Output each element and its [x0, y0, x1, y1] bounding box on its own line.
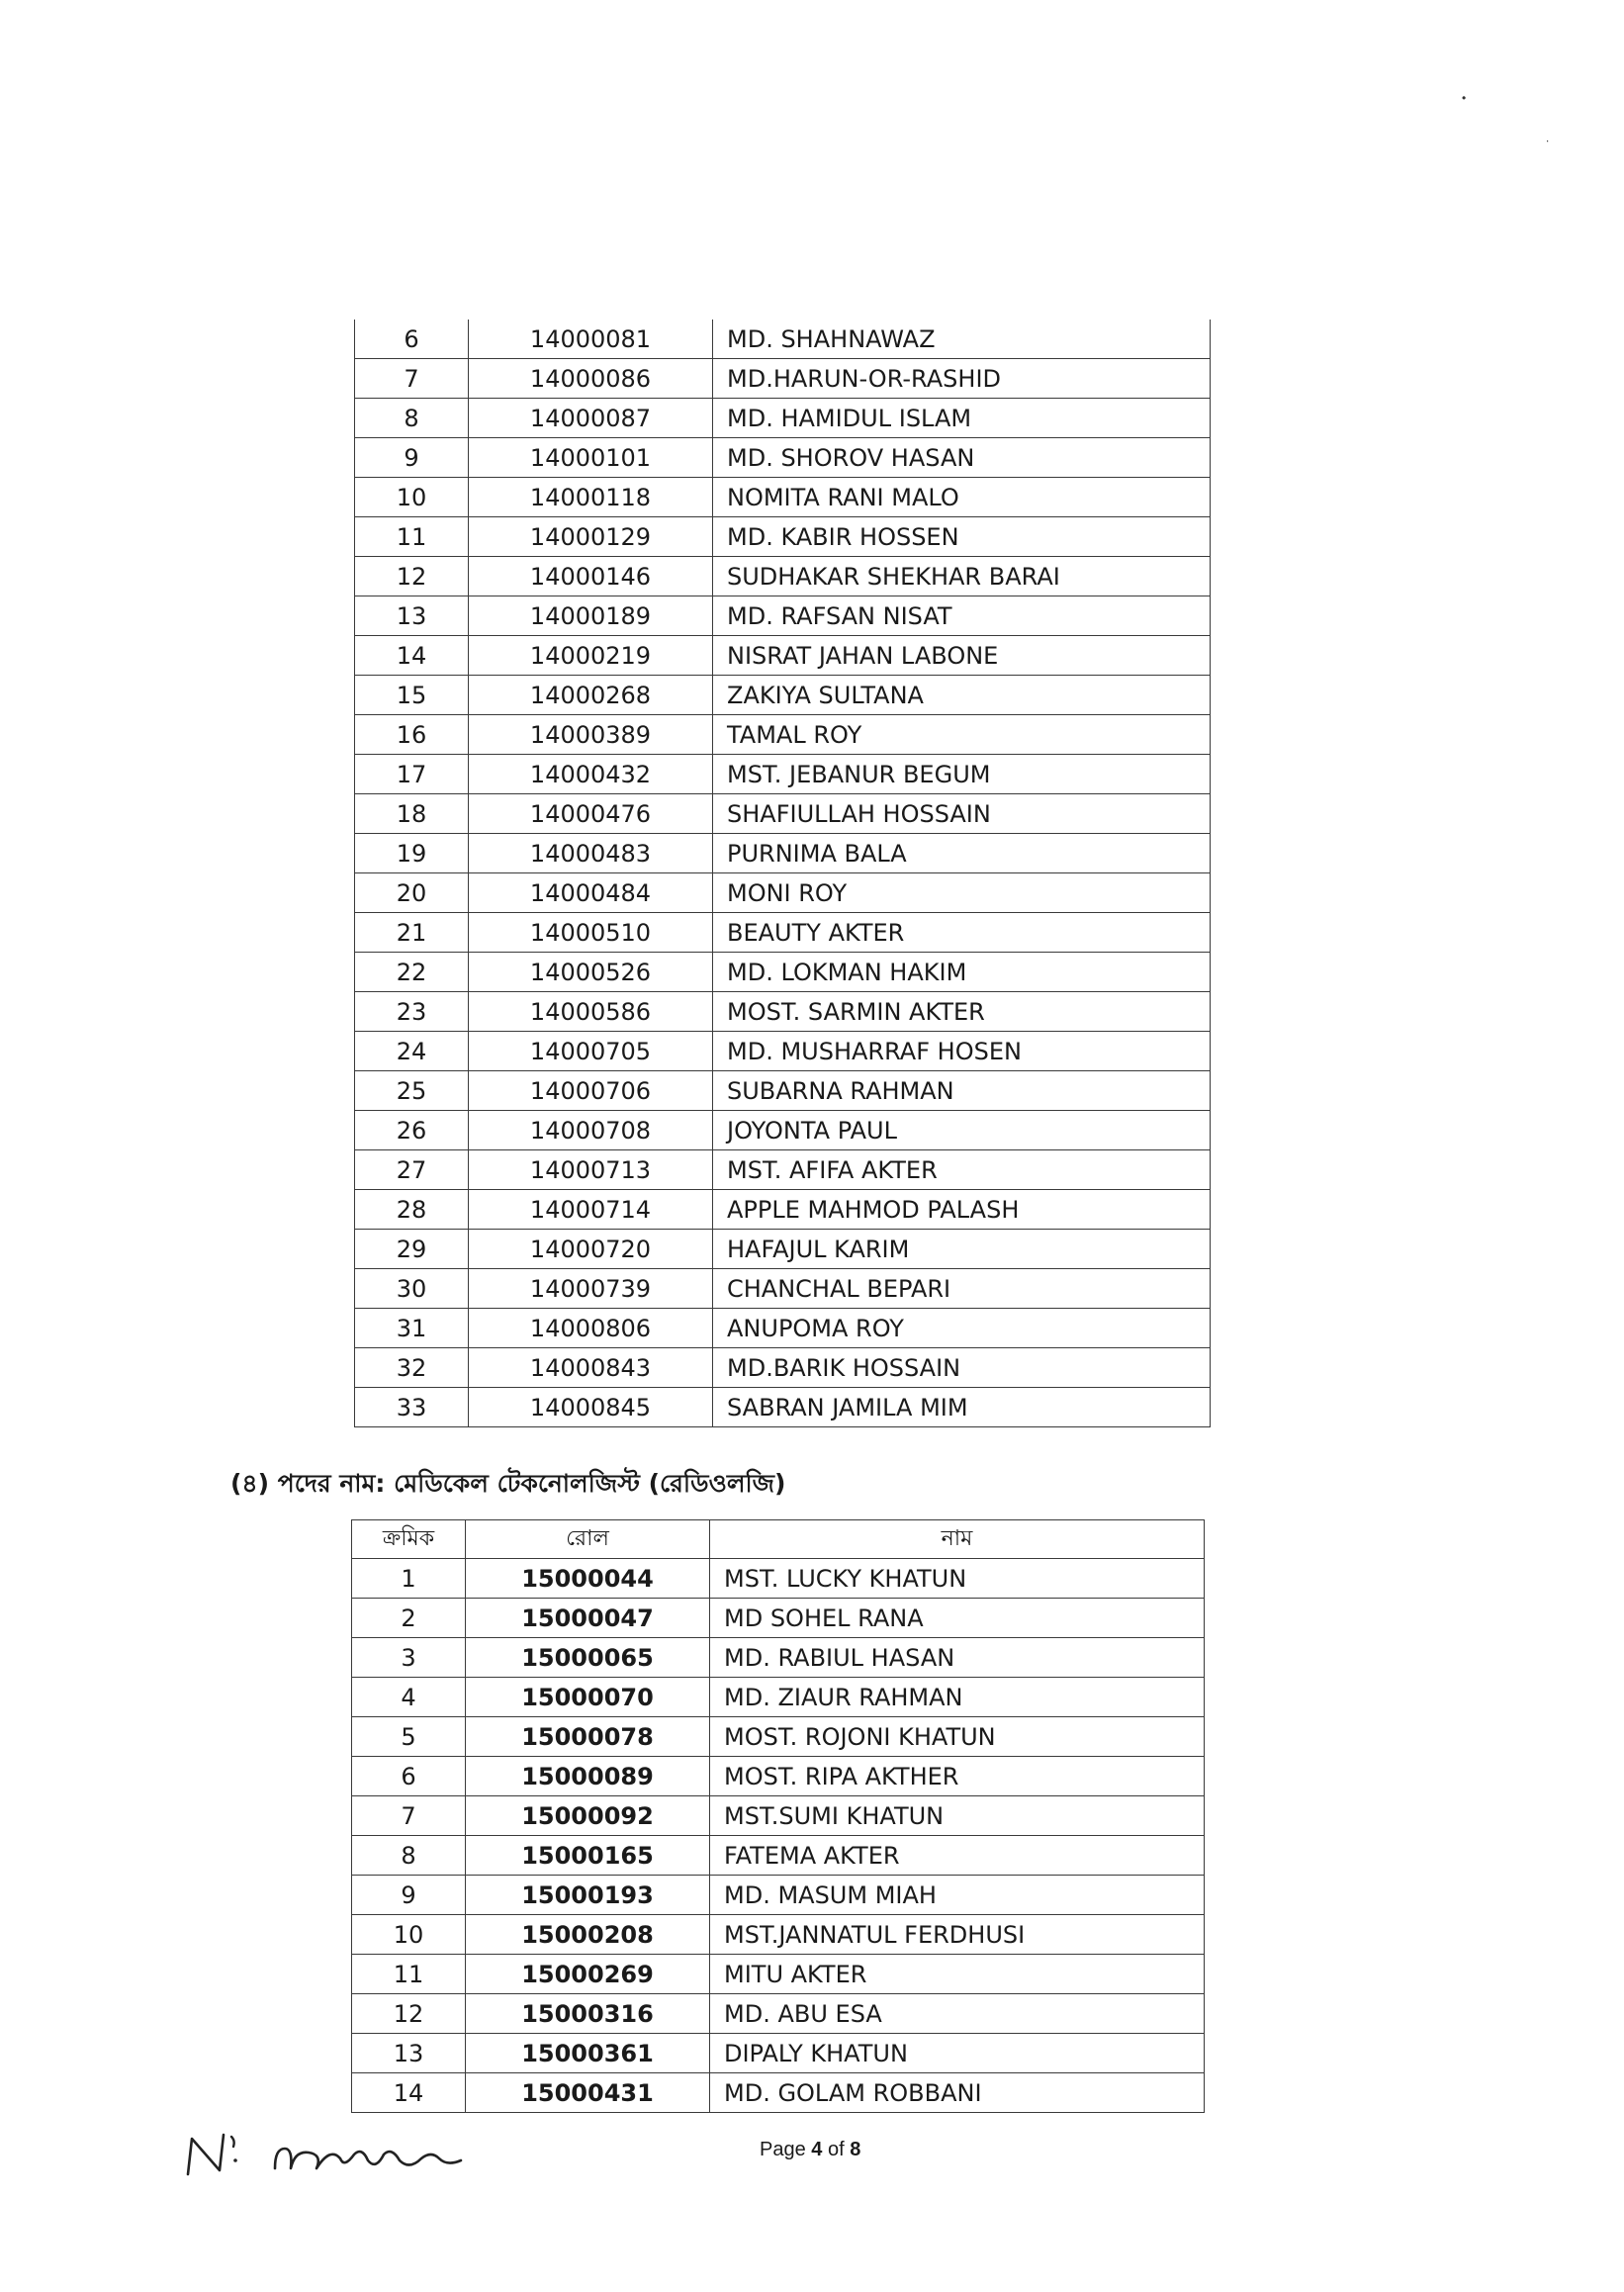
- name-cell: MOST. SARMIN AKTER: [713, 992, 1211, 1032]
- candidate-table-radiology: [351, 1519, 1205, 2113]
- table-row: [355, 1190, 1211, 1230]
- name-cell: MITU AKTER: [710, 1955, 1205, 1994]
- table-row: [355, 1309, 1211, 1348]
- table-row: [355, 1230, 1211, 1269]
- roll-cell: 15000044: [466, 1559, 710, 1599]
- serial-cell: 7: [355, 359, 469, 399]
- serial-cell: 18: [355, 794, 469, 834]
- name-cell: SABRAN JAMILA MIM: [713, 1388, 1211, 1427]
- roll-cell: 14000476: [469, 794, 713, 834]
- name-cell: SHAFIULLAH HOSSAIN: [713, 794, 1211, 834]
- serial-cell: 1: [352, 1559, 466, 1599]
- table-row: [352, 1876, 1205, 1915]
- name-cell: MST. LUCKY KHATUN: [710, 1559, 1205, 1599]
- roll-cell: 15000089: [466, 1757, 710, 1796]
- roll-cell: 14000708: [469, 1111, 713, 1150]
- name-cell: MD. MUSHARRAF HOSEN: [713, 1032, 1211, 1071]
- table-row: [355, 676, 1211, 715]
- serial-cell: 22: [355, 953, 469, 992]
- name-cell: TAMAL ROY: [713, 715, 1211, 755]
- serial-cell: 30: [355, 1269, 469, 1309]
- name-cell: MD.HARUN-OR-RASHID: [713, 359, 1211, 399]
- column-header-name: নাম: [710, 1520, 1205, 1559]
- table-row: [355, 992, 1211, 1032]
- candidate-table-continued: [354, 320, 1211, 1427]
- serial-cell: 32: [355, 1348, 469, 1388]
- name-cell: MST.JANNATUL FERDHUSI: [710, 1915, 1205, 1955]
- table-row: [355, 478, 1211, 517]
- roll-cell: 15000070: [466, 1678, 710, 1717]
- table-row: [355, 953, 1211, 992]
- table-row: [352, 1994, 1205, 2034]
- name-cell: MD. LOKMAN HAKIM: [713, 953, 1211, 992]
- roll-cell: 14000845: [469, 1388, 713, 1427]
- table-row: [352, 1955, 1205, 1994]
- serial-cell: 15: [355, 676, 469, 715]
- header-row: [352, 1520, 1205, 1559]
- name-cell: BEAUTY AKTER: [713, 913, 1211, 953]
- serial-cell: 9: [352, 1876, 466, 1915]
- table-row: [355, 1032, 1211, 1071]
- serial-cell: 24: [355, 1032, 469, 1071]
- table-row: [352, 1599, 1205, 1638]
- roll-cell: 14000219: [469, 636, 713, 676]
- table-row: [352, 1717, 1205, 1757]
- name-cell: MD. ZIAUR RAHMAN: [710, 1678, 1205, 1717]
- roll-cell: 14000268: [469, 676, 713, 715]
- serial-cell: 7: [352, 1796, 466, 1836]
- table-row: [352, 2073, 1205, 2113]
- name-cell: MST. JEBANUR BEGUM: [713, 755, 1211, 794]
- roll-cell: 14000189: [469, 596, 713, 636]
- table-row: [352, 1796, 1205, 1836]
- roll-cell: 14000586: [469, 992, 713, 1032]
- roll-cell: 15000208: [466, 1915, 710, 1955]
- name-cell: MOST. ROJONI KHATUN: [710, 1717, 1205, 1757]
- scan-speck: ∙: [1546, 134, 1550, 147]
- roll-cell: 14000526: [469, 953, 713, 992]
- serial-cell: 11: [355, 517, 469, 557]
- serial-cell: 11: [352, 1955, 466, 1994]
- table-row: [355, 834, 1211, 873]
- serial-cell: 12: [352, 1994, 466, 2034]
- roll-cell: 15000092: [466, 1796, 710, 1836]
- table-row: [355, 596, 1211, 636]
- name-cell: APPLE MAHMOD PALASH: [713, 1190, 1211, 1230]
- serial-cell: 12: [355, 557, 469, 596]
- section-heading: (৪) পদের নাম: মেডিকেল টেকনোলজিস্ট (রেডিওলজি): [230, 1469, 786, 1498]
- serial-cell: 16: [355, 715, 469, 755]
- serial-cell: 8: [355, 399, 469, 438]
- table-body: [352, 1559, 1205, 2113]
- roll-cell: 15000165: [466, 1836, 710, 1876]
- table-row: [355, 320, 1211, 359]
- roll-cell: 15000078: [466, 1717, 710, 1757]
- roll-cell: 15000193: [466, 1876, 710, 1915]
- table-row: [355, 1071, 1211, 1111]
- roll-cell: 15000047: [466, 1599, 710, 1638]
- roll-cell: 14000129: [469, 517, 713, 557]
- table-row: [355, 359, 1211, 399]
- roll-cell: 15000431: [466, 2073, 710, 2113]
- serial-cell: 27: [355, 1150, 469, 1190]
- scan-speck: •: [1462, 91, 1467, 105]
- serial-cell: 9: [355, 438, 469, 478]
- roll-cell: 14000510: [469, 913, 713, 953]
- name-cell: MD.BARIK HOSSAIN: [713, 1348, 1211, 1388]
- serial-cell: 19: [355, 834, 469, 873]
- serial-cell: 21: [355, 913, 469, 953]
- table-row: [355, 1269, 1211, 1309]
- name-cell: NISRAT JAHAN LABONE: [713, 636, 1211, 676]
- table-row: [352, 2034, 1205, 2073]
- name-cell: MD. SHAHNAWAZ: [713, 320, 1211, 359]
- column-header-serial: ক্রমিক: [352, 1520, 466, 1559]
- serial-cell: 10: [352, 1915, 466, 1955]
- roll-cell: 14000101: [469, 438, 713, 478]
- roll-cell: 14000843: [469, 1348, 713, 1388]
- name-cell: PURNIMA BALA: [713, 834, 1211, 873]
- serial-cell: 29: [355, 1230, 469, 1269]
- name-cell: NOMITA RANI MALO: [713, 478, 1211, 517]
- name-cell: MONI ROY: [713, 873, 1211, 913]
- name-cell: MD. GOLAM ROBBANI: [710, 2073, 1205, 2113]
- table-row: [355, 517, 1211, 557]
- roll-cell: 14000087: [469, 399, 713, 438]
- roll-cell: 14000389: [469, 715, 713, 755]
- roll-cell: 14000806: [469, 1309, 713, 1348]
- table-row: [355, 1348, 1211, 1388]
- serial-cell: 3: [352, 1638, 466, 1678]
- name-cell: FATEMA AKTER: [710, 1836, 1205, 1876]
- table-row: [355, 1388, 1211, 1427]
- name-cell: DIPALY KHATUN: [710, 2034, 1205, 2073]
- roll-cell: 14000483: [469, 834, 713, 873]
- page-number: Page 4 of 8: [760, 2139, 861, 2160]
- roll-cell: 14000714: [469, 1190, 713, 1230]
- table-header: [352, 1520, 1205, 1559]
- roll-cell: 15000065: [466, 1638, 710, 1678]
- table-row: [355, 1150, 1211, 1190]
- table-row: [352, 1638, 1205, 1678]
- serial-cell: 26: [355, 1111, 469, 1150]
- table-row: [352, 1559, 1205, 1599]
- name-cell: MOST. RIPA AKTHER: [710, 1757, 1205, 1796]
- table-row: [355, 636, 1211, 676]
- roll-cell: 15000269: [466, 1955, 710, 1994]
- table-row: [355, 755, 1211, 794]
- serial-cell: 13: [355, 596, 469, 636]
- roll-cell: 14000484: [469, 873, 713, 913]
- table-row: [352, 1836, 1205, 1876]
- serial-cell: 14: [355, 636, 469, 676]
- roll-cell: 14000706: [469, 1071, 713, 1111]
- name-cell: MD. KABIR HOSSEN: [713, 517, 1211, 557]
- roll-cell: 14000086: [469, 359, 713, 399]
- table-row: [355, 557, 1211, 596]
- name-cell: MD. RAFSAN NISAT: [713, 596, 1211, 636]
- column-header-roll: রোল: [466, 1520, 710, 1559]
- name-cell: MD. ABU ESA: [710, 1994, 1205, 2034]
- table-row: [352, 1915, 1205, 1955]
- table-row: [355, 873, 1211, 913]
- name-cell: CHANCHAL BEPARI: [713, 1269, 1211, 1309]
- name-cell: MD. RABIUL HASAN: [710, 1638, 1205, 1678]
- roll-cell: 14000118: [469, 478, 713, 517]
- serial-cell: 17: [355, 755, 469, 794]
- serial-cell: 8: [352, 1836, 466, 1876]
- name-cell: JOYONTA PAUL: [713, 1111, 1211, 1150]
- serial-cell: 28: [355, 1190, 469, 1230]
- serial-cell: 10: [355, 478, 469, 517]
- serial-cell: 25: [355, 1071, 469, 1111]
- roll-cell: 14000739: [469, 1269, 713, 1309]
- roll-cell: 15000361: [466, 2034, 710, 2073]
- serial-cell: 6: [355, 320, 469, 359]
- serial-cell: 5: [352, 1717, 466, 1757]
- roll-cell: 14000432: [469, 755, 713, 794]
- serial-cell: 20: [355, 873, 469, 913]
- name-cell: MD. MASUM MIAH: [710, 1876, 1205, 1915]
- name-cell: MD SOHEL RANA: [710, 1599, 1205, 1638]
- serial-cell: 23: [355, 992, 469, 1032]
- name-cell: SUDHAKAR SHEKHAR BARAI: [713, 557, 1211, 596]
- roll-cell: 14000081: [469, 320, 713, 359]
- name-cell: MST. AFIFA AKTER: [713, 1150, 1211, 1190]
- serial-cell: 33: [355, 1388, 469, 1427]
- table-row: [355, 399, 1211, 438]
- roll-cell: 14000720: [469, 1230, 713, 1269]
- name-cell: MST.SUMI KHATUN: [710, 1796, 1205, 1836]
- name-cell: HAFAJUL KARIM: [713, 1230, 1211, 1269]
- roll-cell: 14000705: [469, 1032, 713, 1071]
- roll-cell: 15000316: [466, 1994, 710, 2034]
- table-row: [355, 1111, 1211, 1150]
- signature: [180, 2125, 477, 2184]
- table-row: [355, 794, 1211, 834]
- roll-cell: 14000713: [469, 1150, 713, 1190]
- serial-cell: 4: [352, 1678, 466, 1717]
- serial-cell: 31: [355, 1309, 469, 1348]
- name-cell: ZAKIYA SULTANA: [713, 676, 1211, 715]
- name-cell: SUBARNA RAHMAN: [713, 1071, 1211, 1111]
- table-row: [355, 913, 1211, 953]
- serial-cell: 6: [352, 1757, 466, 1796]
- name-cell: MD. SHOROV HASAN: [713, 438, 1211, 478]
- table-row: [355, 715, 1211, 755]
- serial-cell: 2: [352, 1599, 466, 1638]
- roll-cell: 14000146: [469, 557, 713, 596]
- table-body: [355, 320, 1211, 1427]
- table-row: [352, 1678, 1205, 1717]
- table-row: [352, 1757, 1205, 1796]
- name-cell: MD. HAMIDUL ISLAM: [713, 399, 1211, 438]
- serial-cell: 14: [352, 2073, 466, 2113]
- serial-cell: 13: [352, 2034, 466, 2073]
- name-cell: ANUPOMA ROY: [713, 1309, 1211, 1348]
- table-row: [355, 438, 1211, 478]
